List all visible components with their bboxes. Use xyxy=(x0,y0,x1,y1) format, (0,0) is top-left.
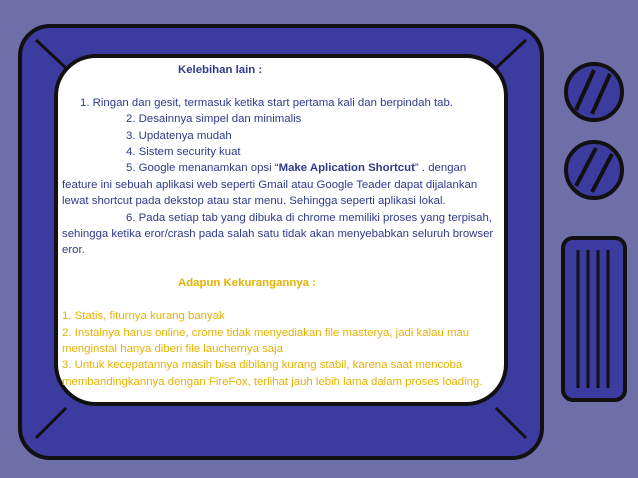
advantage-item-5-line-3: lewat shortcut pada dekstop atau star menu. Sehingga seperti aplikasi lokal. xyxy=(62,195,446,208)
advantage-item-5-line-2: feature ini sebuah aplikasi web seperti Gmail atau Google Teader dapat dijalankan xyxy=(62,178,478,191)
blank-line xyxy=(62,292,498,308)
screen-text xyxy=(62,62,498,392)
advantage-item-3: 3. Updatenya mudah xyxy=(126,129,232,142)
blank-line xyxy=(62,259,498,275)
tv-knob-top[interactable] xyxy=(566,64,622,120)
tv-knob-bottom[interactable] xyxy=(566,142,622,198)
disadvantage-item-3-line-2: membandingkannya dengan FireFox, terlihat jauh lebih lama dalam proses loading. xyxy=(62,375,483,388)
blank-line xyxy=(62,78,498,94)
advantages-heading: Kelebihan lain : xyxy=(178,64,263,76)
advantage-item-5-text: 5. Google menanamkan opsi “ xyxy=(126,162,279,175)
advantage-item-5-tail: ” . dengan xyxy=(414,162,467,175)
advantage-item-4: 4. Sistem security kuat xyxy=(126,146,241,159)
disadvantage-item-1: 1. Statis, fiturnya kurang banyak xyxy=(62,310,225,323)
tv-speaker-grille xyxy=(563,238,625,400)
disadvantage-item-2: 2. Instalnya harus online, crome tidak menyediakan file masterya, jadi kalau mau xyxy=(62,326,470,339)
advantage-item-6-line-3: eror. xyxy=(62,244,85,257)
advantage-item-6: 6. Pada setiap tab yang dibuka di chrome memiliki proses yang terpisah, xyxy=(126,211,492,224)
advantage-item-6-line-2: sehingga ketika eror/crash pada salah satu tidak akan menyebabkan seluruh browser xyxy=(62,228,494,241)
make-shortcut-option: Make Aplication Shortcut xyxy=(278,162,415,175)
advantage-item-1: 1. Ringan dan gesit, termasuk ketika start pertama kali dan berpindah tab. xyxy=(80,96,453,109)
advantage-item-2: 2. Desainnya simpel dan minimalis xyxy=(126,113,302,126)
advantage-item-5 xyxy=(62,160,498,176)
disadvantage-item-2-line-2: menginstal hanya diberi file lauchernya saja xyxy=(62,342,283,355)
disadvantages-heading: Adapun Kekurangannya : xyxy=(178,277,316,290)
disadvantage-item-3: 3. Untuk kecepatannya masih bisa dibilang kurang stabil, karena saat mencoba xyxy=(62,359,463,372)
